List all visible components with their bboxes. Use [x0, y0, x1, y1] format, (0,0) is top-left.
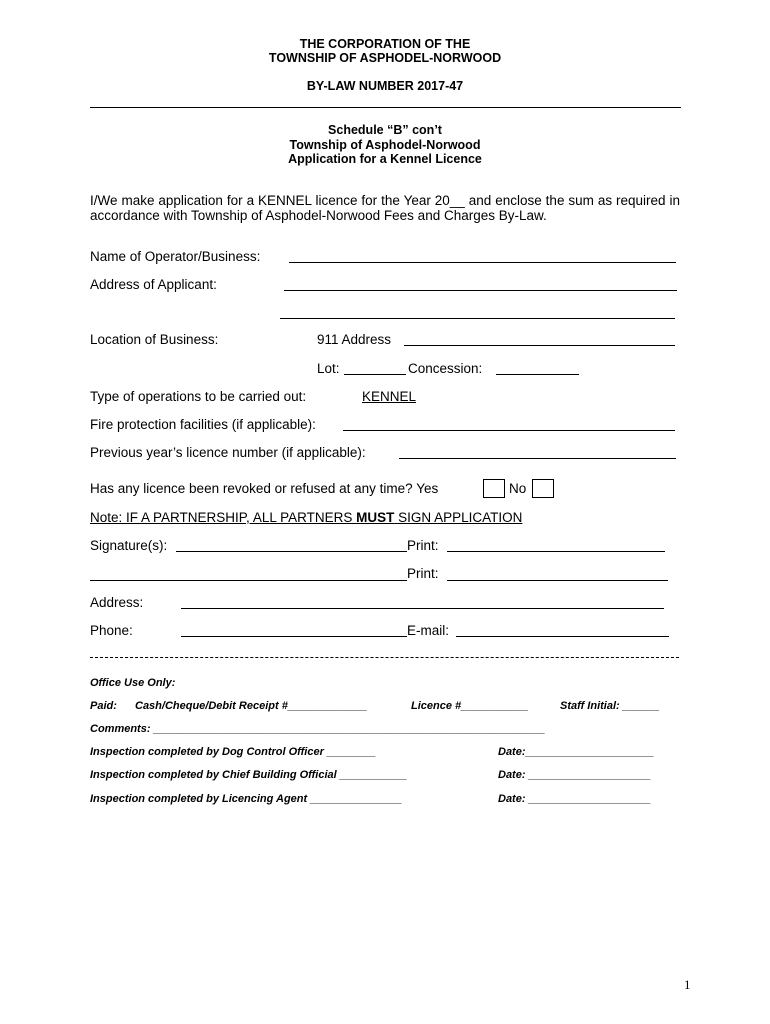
dog-inspection: Inspection completed by Dog Control Officer ________ — [90, 746, 376, 758]
address-911-label: 911 Address — [317, 332, 392, 347]
office-title: Office Use Only: — [90, 677, 176, 689]
phone-field-ext — [361, 636, 407, 637]
signature-field-2[interactable] — [90, 580, 407, 581]
office-separator — [90, 657, 679, 658]
revoked-label: Has any licence been revoked or refused at any time? Yes — [90, 481, 439, 496]
note-prefix: Note: IF A PARTNERSHIP, ALL PARTNERS — [90, 510, 357, 525]
prev-licence-field[interactable] — [399, 458, 676, 459]
bylaw-number: BY-LAW NUMBER 2017-47 — [306, 79, 464, 93]
concession-field[interactable] — [496, 374, 579, 375]
receipt-field: Cash/Cheque/Debit Receipt #_____________ — [135, 700, 368, 712]
concession-label: Concession: — [408, 361, 483, 376]
email-label: E-mail: — [407, 623, 450, 638]
print-field-2[interactable] — [447, 580, 668, 581]
signature-label: Signature(s): — [90, 538, 168, 553]
paid-label: Paid: — [90, 700, 117, 712]
comments-field: Comments: ________________________________________________________________ — [90, 723, 546, 735]
schedule-application: Application for a Kennel Licence — [288, 152, 482, 166]
applicant-address-label: Address of Applicant: — [90, 277, 217, 292]
applicant-address-field-1[interactable] — [284, 290, 677, 291]
fire-label: Fire protection facilities (if applicable): — [90, 417, 316, 432]
print-field-1[interactable] — [447, 551, 665, 552]
schedule-township: Township of Asphodel-Norwood — [289, 138, 481, 152]
corporation-title: THE CORPORATION OF THE — [299, 37, 471, 51]
type-ops-label: Type of operations to be carried out: — [90, 389, 307, 404]
operator-label: Name of Operator/Business: — [90, 249, 261, 264]
staff-initial-field: Staff Initial: ______ — [560, 700, 660, 712]
intro-paragraph: I/We make application for a KENNEL licence for the Year 20__ and enclose the sum as required in accordance with Township of Asphodel-Norwood Fees and Charges By-Law. — [90, 193, 680, 223]
building-inspection: Inspection completed by Chief Building Official ___________ — [90, 769, 408, 781]
phone-field[interactable] — [181, 636, 361, 637]
schedule-title: Schedule “B” con’t — [328, 123, 442, 137]
partnership-note — [90, 510, 522, 525]
agent-inspection: Inspection completed by Licencing Agent _______________ — [90, 793, 402, 805]
address-911-field[interactable] — [404, 345, 675, 346]
location-label: Location of Business: — [90, 332, 219, 347]
phone-label: Phone: — [90, 623, 133, 638]
licence-field: Licence #___________ — [411, 700, 529, 712]
note-suffix: SIGN APPLICATION — [394, 510, 523, 525]
signature-field-1[interactable] — [176, 551, 407, 552]
address-label: Address: — [90, 595, 144, 610]
dog-inspection-date: Date:_____________________ — [498, 746, 654, 758]
building-inspection-date: Date: ____________________ — [498, 769, 651, 781]
no-checkbox[interactable] — [532, 479, 554, 498]
yes-checkbox[interactable] — [483, 479, 505, 498]
agent-inspection-date: Date: ____________________ — [498, 793, 651, 805]
print-label-2: Print: — [407, 566, 439, 581]
page-number: 1 — [684, 977, 691, 992]
township-title: TOWNSHIP OF ASPHODEL-NORWOOD — [268, 51, 502, 65]
print-label-1: Print: — [407, 538, 439, 553]
type-ops-value: KENNEL — [362, 389, 417, 404]
email-field[interactable] — [456, 636, 669, 637]
fire-field[interactable] — [343, 430, 675, 431]
applicant-address-field-2[interactable] — [280, 318, 675, 319]
prev-licence-label: Previous year’s licence number (if applicable): — [90, 445, 366, 460]
lot-label: Lot: — [317, 361, 340, 376]
header-rule — [90, 107, 681, 108]
lot-field[interactable] — [344, 374, 406, 375]
no-label: No — [509, 481, 527, 496]
operator-field[interactable] — [289, 262, 676, 263]
address-field[interactable] — [181, 608, 664, 609]
note-must: MUST — [356, 510, 395, 525]
